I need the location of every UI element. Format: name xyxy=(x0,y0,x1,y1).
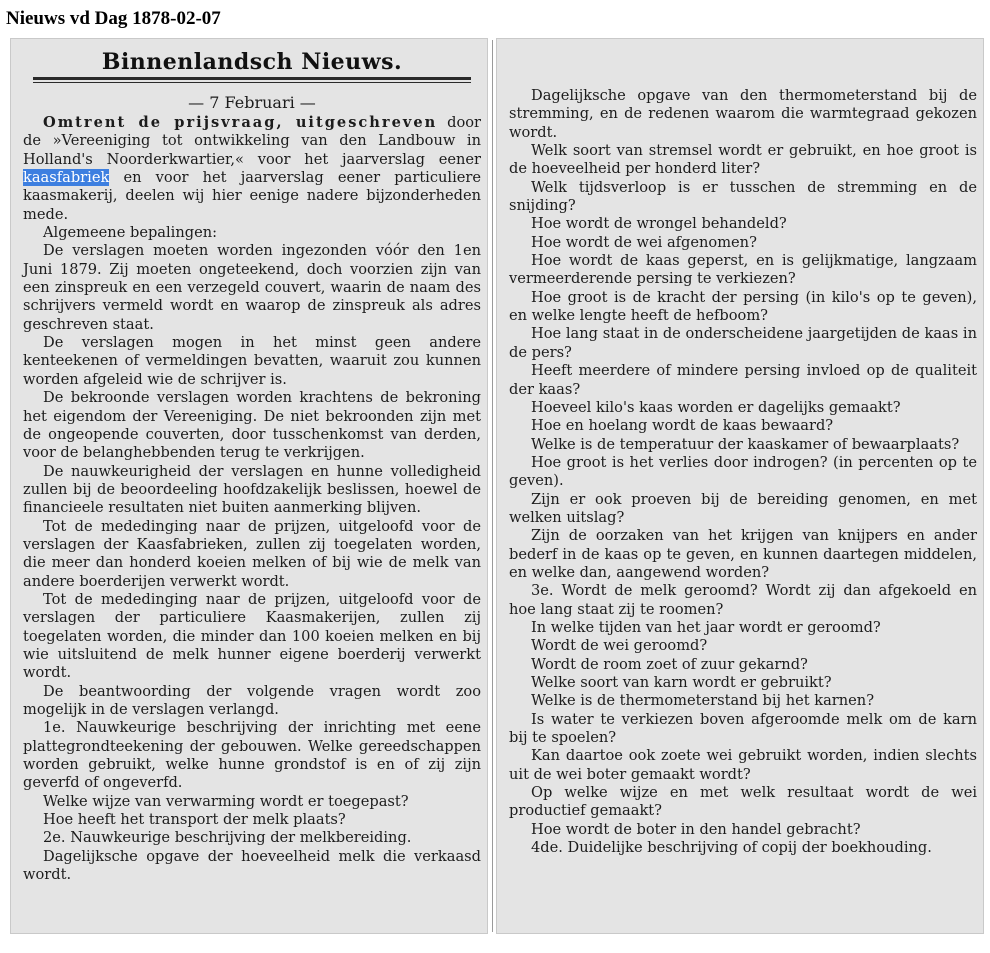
paragraph: Dagelijksche opgave van den thermometerstand bij de stremming, en de redenen waarom die warmtegraad gekozen wordt. xyxy=(509,87,977,141)
lead-spaced-text: Omtrent de prijsvraag, uitgeschreven xyxy=(43,114,438,131)
paragraph: Welk soort van stremsel wordt er gebruikt, en hoe groot is de hoeveelheid per honderd liter? xyxy=(509,142,977,178)
paragraph: Hoe wordt de kaas geperst, en is gelijkmatige, langzaam vermeerderende persing te verkiezen? xyxy=(509,252,977,288)
paragraph: 1e. Nauwkeurige beschrijving der inrichting met eene plattegrondteekening der gebouwen. Welke gereedschappen worden gebruikt, welke hunne grondstof is en of zij zijn geverfd of ongeverfd. xyxy=(23,719,481,792)
paragraph: Welke wijze van verwarming wordt er toegepast? xyxy=(43,792,409,810)
paragraph: De beantwoording der volgende vragen wordt zoo mogelijk in de verslagen verlangd. xyxy=(23,682,481,718)
paragraph: Zijn er ook proeven bij de bereiding genomen, en met welken uitslag? xyxy=(509,490,977,526)
right-column-text xyxy=(509,87,977,857)
dateline: — 7 Februari — xyxy=(188,93,316,112)
paragraph: De nauwkeurigheid der verslagen en hunne volledigheid zullen bij de beoordeeling hoofdzakelijk beslissen, hoewel de financieele resultaten niet buiten aanmerking blijven. xyxy=(23,462,481,517)
paragraph: In welke tijden van het jaar wordt er geroomd? xyxy=(531,618,881,636)
heading-rule xyxy=(33,77,471,83)
paragraph: Tot de mededinging naar de prijzen, uitgeloofd voor de verslagen der particuliere Kaasmakerijen, zullen zij toegelaten worden, die minder dan 100 koeien melken en bij wie uitsluitend de melk hunner eigene boerderij verwerkt wordt. xyxy=(23,590,481,682)
paragraph: Tot de mededinging naar de prijzen, uitgeloofd voor de verslagen der Kaasfabrieken, zullen zij toegelaten worden, die meer dan honderd koeien melken of bij wie de melk van andere boerderijen verwerkt wordt. xyxy=(23,517,481,590)
paragraph: De verslagen mogen in het minst geen andere kenteekenen of vermeldingen bevatten, waaruit zou kunnen worden afgeleid wie de schrijver is. xyxy=(23,334,481,388)
paragraph: 2e. Nauwkeurige beschrijving der melkbereiding. xyxy=(43,829,412,847)
paragraph: Heeft meerdere of mindere persing invloed op de qualiteit der kaas? xyxy=(509,362,977,398)
paragraph: De verslagen moeten worden ingezonden vóór den 1en Juni 1879. Zij moeten ongeteekend, doch voorzien zijn van een zinspreuk en een verzegeld couvert, waarin de naam des schrijvers vermeld wordt en waarop de zinspreuk als adres geschreven staat. xyxy=(23,242,481,333)
lead-text-after: en voor het jaarverslag eener particuliere kaasmakerij, deelen wij hier eenige nadere bijzonderheden mede. xyxy=(23,169,482,223)
section-heading: Binnenlandsch Nieuws. xyxy=(101,49,403,75)
paragraph: Welk tijdsverloop is er tusschen de stremming en de snijding? xyxy=(509,178,977,215)
paragraph: Zijn de oorzaken van het krijgen van knijpers en ander bederf in de kaas op te geven, en kunnen daartegen middelen, en welke dan, aangewend worden? xyxy=(509,527,977,581)
paragraph: Welke is de temperatuur der kaaskamer of bewaarplaats? xyxy=(531,435,960,453)
paragraph: Hoe wordt de boter in den handel gebracht? xyxy=(531,820,861,838)
paragraph: Hoe groot is de kracht der persing (in kilo's op te geven), en welke lengte heeft de hefboom? xyxy=(509,288,977,325)
paragraph: Hoe en hoelang wordt de kaas bewaard? xyxy=(531,417,834,435)
paragraph: Hoe groot is het verlies door indrogen? (in percenten op te geven). xyxy=(509,453,977,490)
newspaper-clipping-left-column xyxy=(10,38,488,934)
paragraph: Welke is de thermometerstand bij het karnen? xyxy=(531,692,875,710)
paragraph: Hoe wordt de wei afgenomen? xyxy=(531,233,757,251)
paragraph: De bekroonde verslagen worden krachtens de bekroning het eigendom der Vereeniging. De niet bekroonden zijn met de ongeopende couverten, door tusschenkomst van derden, voor de belanghebbenden terug te verkrijgen. xyxy=(23,389,481,462)
paragraph: Hoe heeft het transport der melk plaats? xyxy=(43,811,346,829)
lead-paragraph xyxy=(23,114,481,224)
paragraph: Hoe wordt de wrongel behandeld? xyxy=(531,215,787,233)
paragraph: Op welke wijze en met welk resultaat wordt de wei productief gemaakt? xyxy=(509,784,977,820)
paragraph: Wordt de wei geroomd? xyxy=(531,637,708,655)
paragraph: Algemeene bepalingen: xyxy=(43,224,218,242)
paragraph: Is water te verkiezen boven afgeroomde melk om de karn bij te spoelen? xyxy=(509,710,977,747)
paragraph: Welke soort van karn wordt er gebruikt? xyxy=(531,674,832,691)
paragraph: Kan daartoe ook zoete wei gebruikt worden, indien slechts uit de wei boter gemaakt wordt? xyxy=(509,747,977,783)
paragraph: 4de. Duidelijke beschrijving of copij der boekhouding. xyxy=(531,839,932,857)
highlighted-word[interactable]: kaasfabriek xyxy=(23,169,110,187)
paragraph: Hoe lang staat in de onderscheidene jaargetijden de kaas in de pers? xyxy=(509,325,977,361)
left-column-text xyxy=(23,114,481,884)
paragraph: Wordt de room zoet of zuur gekarnd? xyxy=(531,655,808,673)
lead-text-before: door de »Vereeniging tot ontwikkeling van den Landbouw in Holland's Noorderkwartier,« voor het jaarverslag eener xyxy=(23,114,482,168)
page-caption: Nieuws vd Dag 1878-02-07 xyxy=(6,8,221,29)
column-divider xyxy=(492,40,493,932)
paragraph: Hoeveel kilo's kaas worden er dagelijks gemaakt? xyxy=(531,398,901,416)
paragraph: Dagelijksche opgave der hoeveelheid melk die verkaasd wordt. xyxy=(23,847,481,884)
paragraph: 3e. Wordt de melk geroomd? Wordt zij dan afgekoeld en hoe lang staat zij te roomen? xyxy=(509,582,977,618)
newspaper-clipping-right-column xyxy=(496,38,984,934)
